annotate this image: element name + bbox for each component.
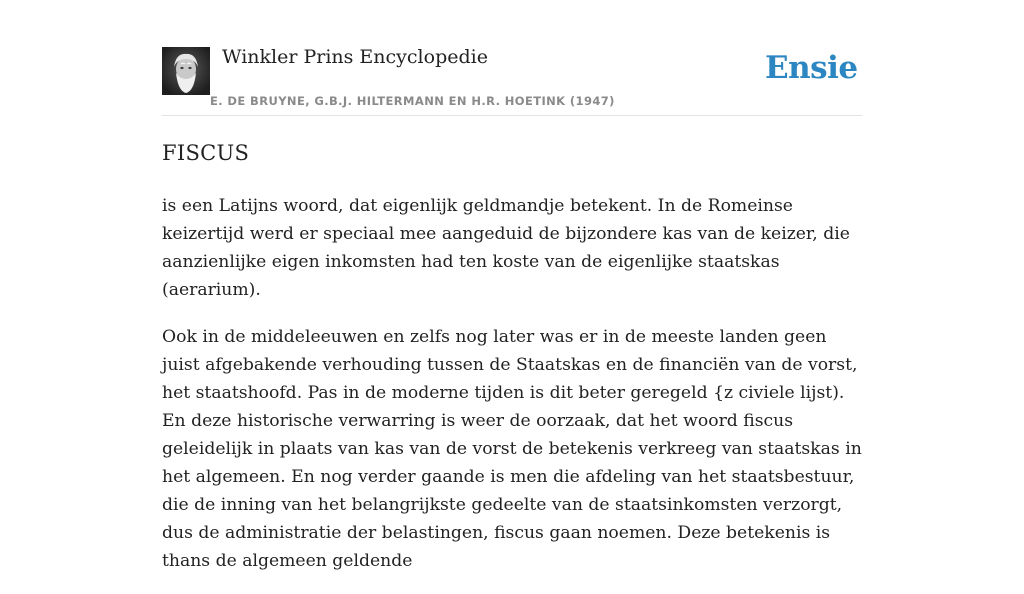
ensie-logo-link[interactable]: Ensie [765,50,858,86]
paragraph: is een Latijns woord, dat eigenlijk geldmandje betekent. In de Romeinse keizertijd werd er speciaal mee aangeduid de bijzondere kas van de keizer, die aanzienlijke eigen inkomsten had ten koste van de eigenlijke staatskas (aerarium). [162,196,850,300]
header-divider [162,115,862,116]
paragraph: Ook in de middeleeuwen en zelfs nog later was er in de meeste landen geen juist afgebakende verhouding tussen de Staatskas en de financiën van de vorst, het staatshoofd. Pas in de moderne tijden is dit beter geregeld {z civiele lijst). En deze historische verwarring is weer de oorzaak, dat het woord fiscus geleidelijk in plaats van kas van de vorst de betekenis verkreeg van staatskas in het algemeen. En nog verder gaande is men die afdeling van het staatsbestuur, die de inning van het belangrijkste gedeelte van de staatsinkomsten verzorgt, dus de administratie der belastingen, fiscus gaan noemen. Deze betekenis is thans de algemeen geldende [162,327,862,571]
article-body [162,192,862,594]
entry-title: FISCUS [162,141,250,165]
author-portrait-image [162,47,210,95]
author-avatar [162,47,210,95]
authors-line: E. DE BRUYNE, G.B.J. HILTERMANN EN H.R. HOETINK (1947) [210,94,615,108]
site-title[interactable]: Winkler Prins Encyclopedie [222,46,488,68]
